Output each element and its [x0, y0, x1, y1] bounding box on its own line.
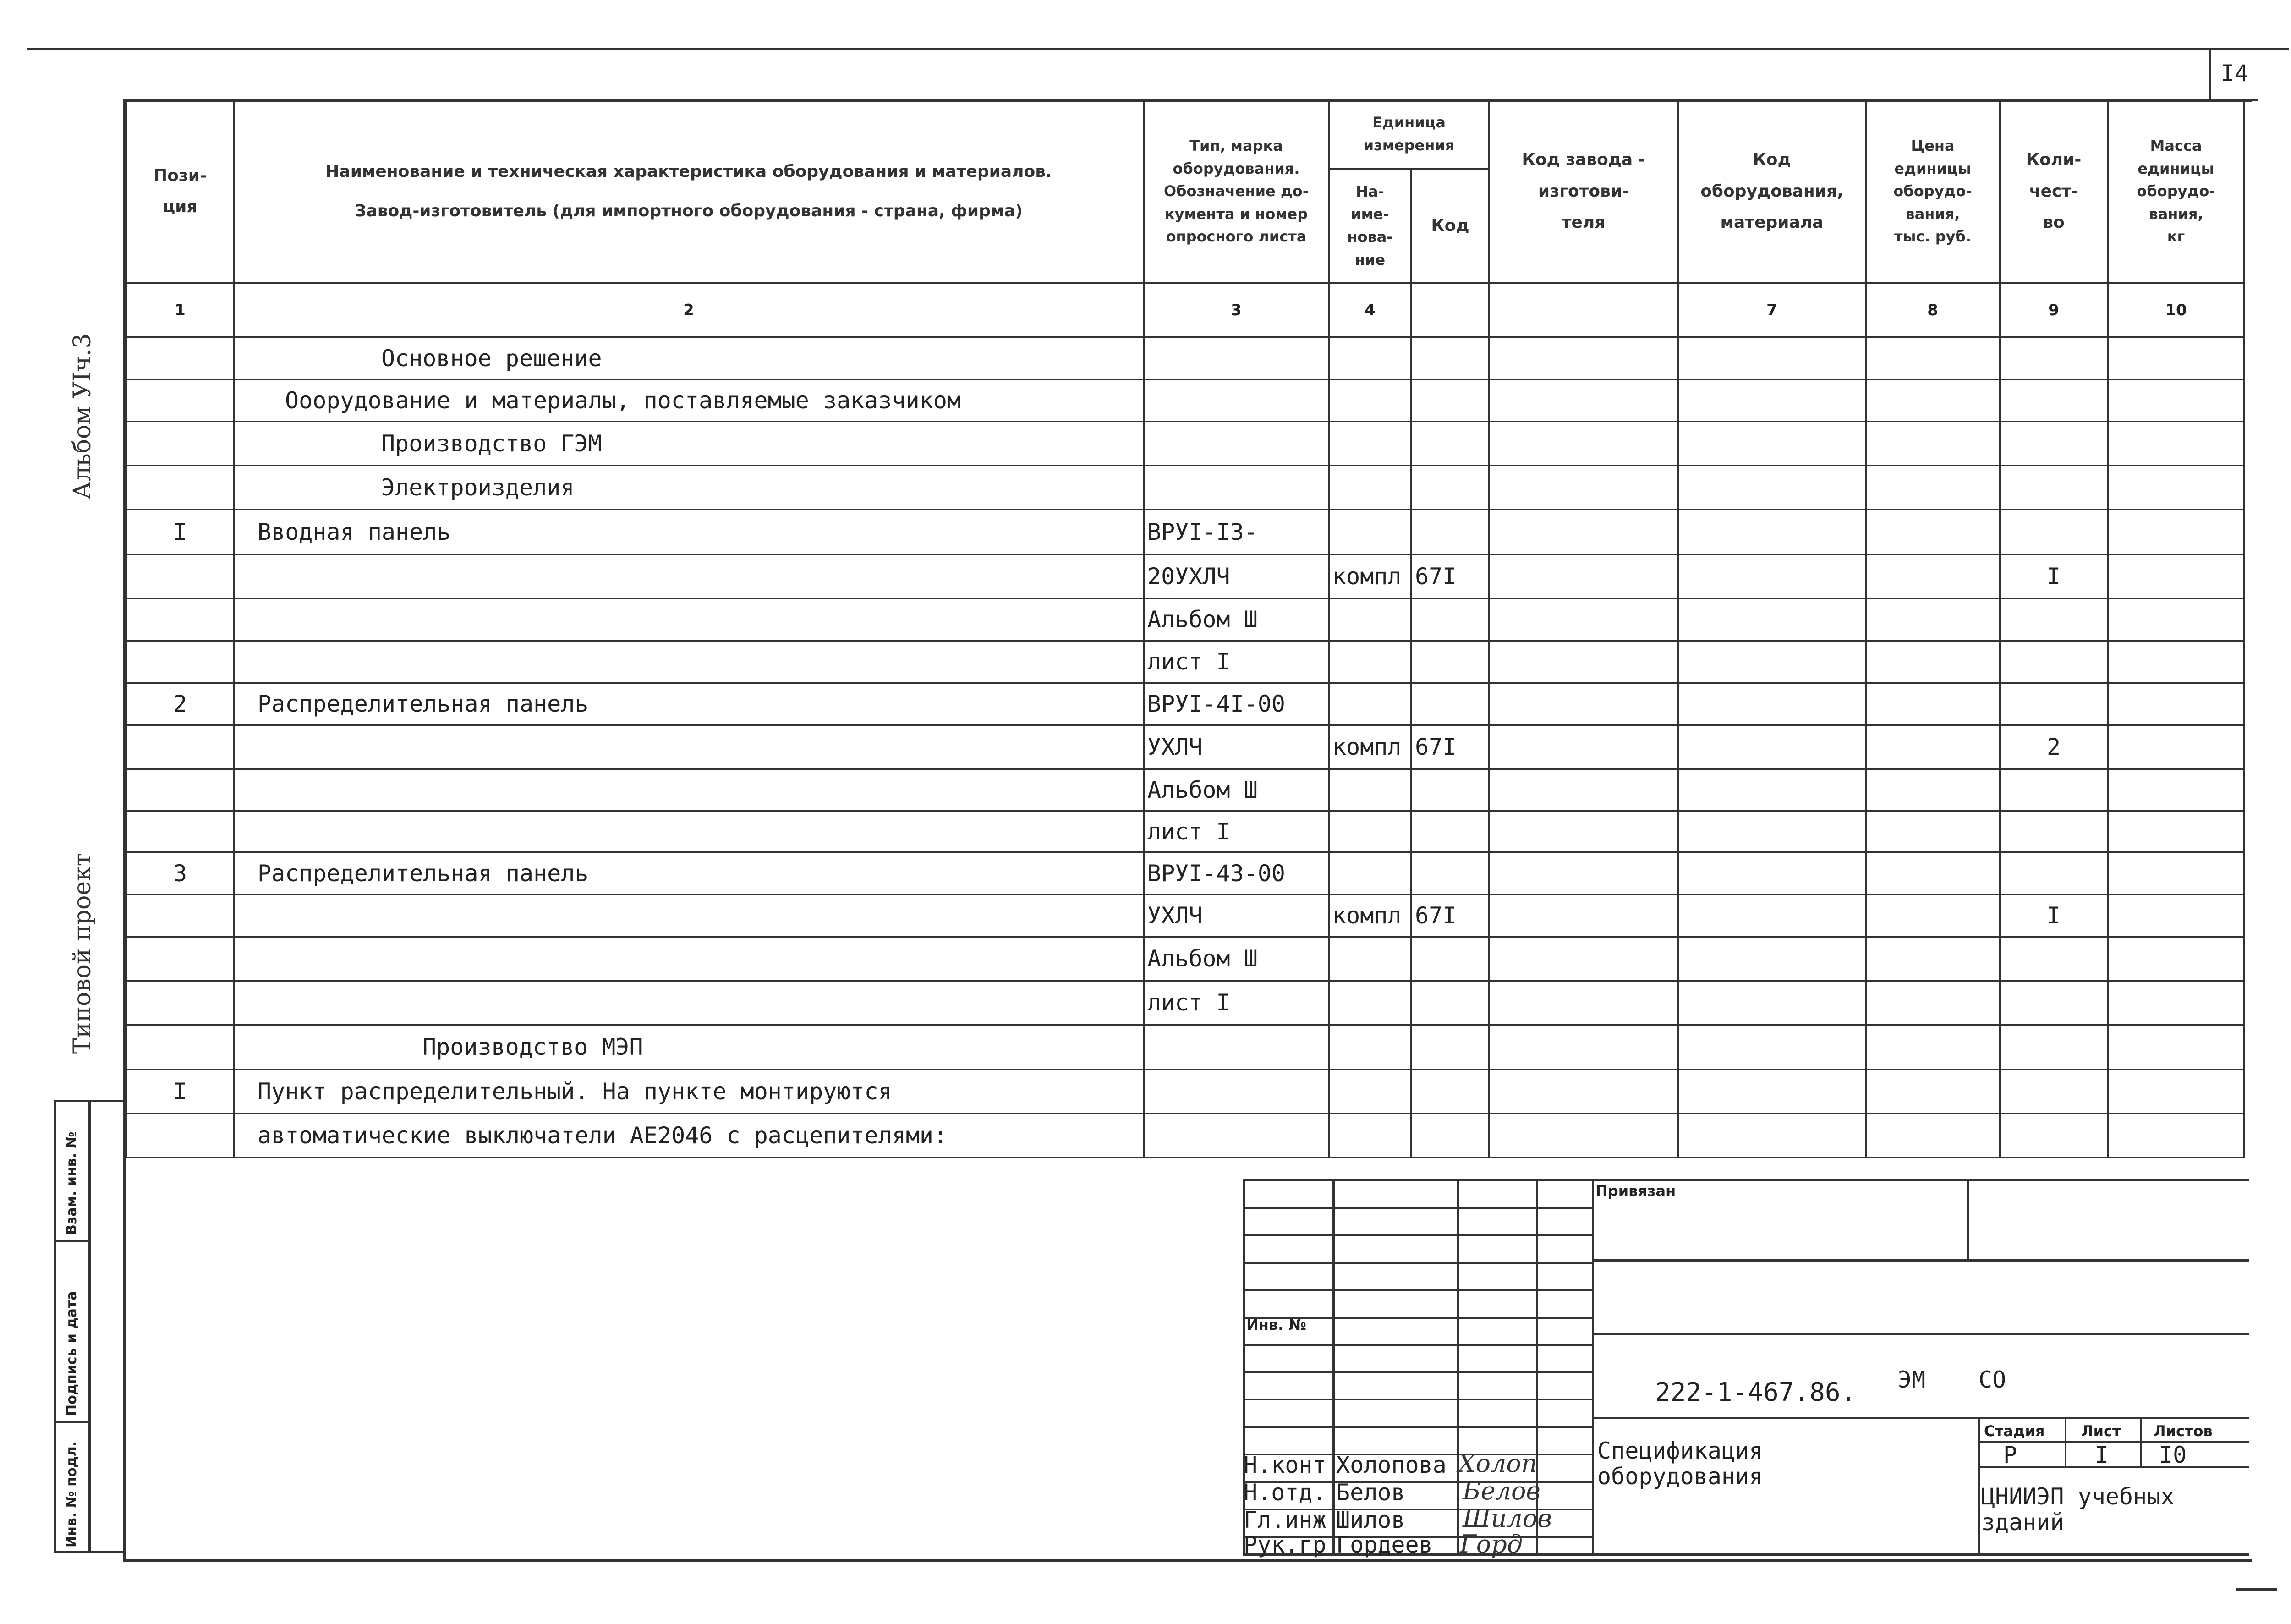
quantity-cell — [2000, 1070, 2108, 1114]
equipment-code-cell — [1678, 379, 1866, 422]
side-text-signature: Подпись и дата — [64, 1291, 80, 1416]
name-cell — [234, 811, 1144, 852]
type-cell — [1144, 466, 1329, 510]
signer-name-3: Шилов — [1336, 1507, 1405, 1533]
name-cell — [234, 894, 1144, 937]
table-row — [126, 1025, 2244, 1070]
top-rule — [27, 48, 2289, 50]
name-cell — [234, 769, 1144, 811]
mass-cell — [2108, 510, 2244, 554]
corner-mark — [2236, 1588, 2277, 1591]
price-cell — [1866, 981, 2000, 1025]
equipment-code-cell — [1678, 1070, 1866, 1114]
unit-code-cell — [1411, 852, 1489, 894]
position-cell — [126, 641, 234, 683]
position-cell — [126, 811, 234, 852]
table-row — [126, 725, 2244, 769]
table-row — [126, 379, 2244, 422]
mass-cell — [2108, 811, 2244, 852]
factory-code-cell — [1489, 981, 1678, 1025]
price-cell — [1866, 466, 2000, 510]
table-row — [126, 894, 2244, 937]
equipment-code-cell — [1678, 683, 1866, 725]
mass-cell — [2108, 598, 2244, 641]
name-cell — [234, 554, 1144, 598]
list-value: I — [2095, 1442, 2109, 1468]
unit-name-cell — [1329, 769, 1411, 811]
unit-name-cell — [1329, 337, 1411, 379]
project-label: Типовой проект — [69, 853, 96, 1054]
mass-cell — [2108, 337, 2244, 379]
position-cell: 2 — [126, 683, 234, 725]
header-equipment-code: Код оборудования, материала — [1678, 100, 1866, 283]
type-cell: лист I — [1144, 811, 1329, 852]
unit-name-cell — [1329, 811, 1411, 852]
unit-name-cell — [1329, 683, 1411, 725]
header-quantity: Коли- чест- во — [2000, 100, 2108, 283]
mass-cell — [2108, 1025, 2244, 1070]
listov-label: Листов — [2154, 1422, 2213, 1440]
mass-cell — [2108, 466, 2244, 510]
mass-cell — [2108, 641, 2244, 683]
sheet-number: I4 — [2220, 60, 2249, 87]
price-cell — [1866, 811, 2000, 852]
position-cell — [126, 1114, 234, 1158]
name-cell: Пункт распределительный. На пункте монтируются — [234, 1070, 1144, 1114]
factory-code-cell — [1489, 422, 1678, 466]
mass-cell — [2108, 981, 2244, 1025]
unit-name-cell — [1329, 422, 1411, 466]
position-cell — [126, 1025, 234, 1070]
stadiya-value: Р — [2003, 1442, 2017, 1468]
factory-code-cell — [1489, 683, 1678, 725]
quantity-cell — [2000, 1114, 2108, 1158]
mass-cell — [2108, 769, 2244, 811]
price-cell — [1866, 769, 2000, 811]
equipment-code-cell — [1678, 769, 1866, 811]
quantity-cell — [2000, 510, 2108, 554]
factory-code-cell — [1489, 811, 1678, 852]
price-cell — [1866, 683, 2000, 725]
factory-code-cell — [1489, 725, 1678, 769]
name-cell: Вводная панель — [234, 510, 1144, 554]
type-cell — [1144, 1070, 1329, 1114]
position-cell — [126, 598, 234, 641]
unit-code-cell — [1411, 510, 1489, 554]
table-row — [126, 337, 2244, 379]
type-cell: Альбом Ш — [1144, 598, 1329, 641]
name-cell: Ооорудование и материалы, поставляемые заказчиком — [234, 379, 1144, 422]
unit-name-cell — [1329, 641, 1411, 683]
quantity-cell — [2000, 422, 2108, 466]
unit-name-cell — [1329, 852, 1411, 894]
name-cell: Распределительная панель — [234, 683, 1144, 725]
album-label: Альбом УIч.3 — [69, 333, 96, 499]
document-title: Спецификация оборудования — [1597, 1437, 1763, 1490]
type-cell: ВРУI-I3- — [1144, 510, 1329, 554]
header-unit-group: Единица измерения — [1329, 100, 1489, 169]
price-cell — [1866, 1114, 2000, 1158]
table-row — [126, 1114, 2244, 1158]
type-cell: 20УХЛЧ — [1144, 554, 1329, 598]
unit-name-cell: компл — [1329, 894, 1411, 937]
equipment-code-cell — [1678, 852, 1866, 894]
unit-code-cell: 67I — [1411, 725, 1489, 769]
header-price: Цена единицы оборудо- вания, тыс. руб. — [1866, 100, 2000, 283]
table-row — [126, 852, 2244, 894]
price-cell — [1866, 598, 2000, 641]
equipment-code-cell — [1678, 725, 1866, 769]
mass-cell — [2108, 683, 2244, 725]
unit-code-cell — [1411, 981, 1489, 1025]
equipment-code-cell — [1678, 510, 1866, 554]
price-cell — [1866, 1070, 2000, 1114]
list-label: Лист — [2081, 1422, 2121, 1440]
price-cell — [1866, 937, 2000, 981]
equipment-code-cell — [1678, 894, 1866, 937]
name-cell — [234, 725, 1144, 769]
equipment-code-cell — [1678, 981, 1866, 1025]
price-cell — [1866, 422, 2000, 466]
quantity-cell: I — [2000, 554, 2108, 598]
name-cell — [234, 937, 1144, 981]
price-cell — [1866, 337, 2000, 379]
unit-code-cell — [1411, 1114, 1489, 1158]
quantity-cell — [2000, 1025, 2108, 1070]
unit-code-cell — [1411, 422, 1489, 466]
quantity-cell — [2000, 811, 2108, 852]
price-cell — [1866, 641, 2000, 683]
position-cell — [126, 894, 234, 937]
unit-code-cell — [1411, 769, 1489, 811]
equipment-code-cell — [1678, 337, 1866, 379]
factory-code-cell — [1489, 769, 1678, 811]
unit-code-cell: 67I — [1411, 554, 1489, 598]
table-row — [126, 466, 2244, 510]
name-cell: Электроизделия — [234, 466, 1144, 510]
name-cell: Производство ГЭМ — [234, 422, 1144, 466]
quantity-cell — [2000, 769, 2108, 811]
specification-table — [126, 99, 2245, 1158]
side-cell-inv-zam — [56, 1102, 91, 1242]
price-cell — [1866, 894, 2000, 937]
unit-code-cell — [1411, 379, 1489, 422]
document-mark-em: ЭМ — [1898, 1366, 1926, 1393]
unit-name-cell — [1329, 1070, 1411, 1114]
table-row — [126, 641, 2244, 683]
name-cell: Распределительная панель — [234, 852, 1144, 894]
unit-code-cell — [1411, 466, 1489, 510]
signer-name-4: Гордеев — [1336, 1531, 1433, 1558]
table-row — [126, 554, 2244, 598]
side-text-inv-zam: Взам. инв. № — [64, 1131, 80, 1235]
signature-2: Белов — [1463, 1476, 1540, 1505]
type-cell: УХЛЧ — [1144, 894, 1329, 937]
factory-code-cell — [1489, 937, 1678, 981]
quantity-cell — [2000, 683, 2108, 725]
stadiya-label: Стадия — [1984, 1422, 2045, 1440]
document-code: 222-1-467.86. — [1655, 1377, 1856, 1407]
factory-code-cell — [1489, 510, 1678, 554]
unit-name-cell — [1329, 379, 1411, 422]
signer-role-1: Н.конт — [1244, 1452, 1326, 1478]
signature-4: Горд — [1460, 1530, 1523, 1558]
privyazan-label: Привязан — [1595, 1182, 1676, 1200]
table-row — [126, 422, 2244, 466]
table-row — [126, 598, 2244, 641]
quantity-cell — [2000, 981, 2108, 1025]
type-cell: Альбом Ш — [1144, 769, 1329, 811]
position-cell: I — [126, 1070, 234, 1114]
quantity-cell: I — [2000, 894, 2108, 937]
table-row — [126, 1070, 2244, 1114]
signature-3: Шилов — [1463, 1504, 1552, 1533]
position-cell: I — [126, 510, 234, 554]
factory-code-cell — [1489, 1070, 1678, 1114]
signature-1: Холоп — [1458, 1449, 1537, 1478]
sheet-number-box — [2209, 48, 2258, 101]
mass-cell — [2108, 379, 2244, 422]
signer-role-4: Рук.гр — [1244, 1531, 1326, 1558]
name-cell — [234, 598, 1144, 641]
table-row — [126, 937, 2244, 981]
type-cell — [1144, 1114, 1329, 1158]
type-cell: Альбом Ш — [1144, 937, 1329, 981]
factory-code-cell — [1489, 466, 1678, 510]
unit-name-cell — [1329, 1114, 1411, 1158]
header-factory-code: Код завода - изготови- теля — [1489, 100, 1678, 283]
side-cell-signature — [56, 1242, 91, 1423]
table-row — [126, 981, 2244, 1025]
signer-name-1: Холопова — [1336, 1452, 1447, 1478]
unit-code-cell — [1411, 937, 1489, 981]
price-cell — [1866, 852, 2000, 894]
price-cell — [1866, 725, 2000, 769]
unit-name-cell — [1329, 510, 1411, 554]
position-cell — [126, 337, 234, 379]
organization: ЦНИИЭП учебных зданий — [1981, 1483, 2175, 1536]
unit-name-cell — [1329, 598, 1411, 641]
equipment-code-cell — [1678, 422, 1866, 466]
equipment-code-cell — [1678, 598, 1866, 641]
unit-name-cell: компл — [1329, 554, 1411, 598]
quantity-cell — [2000, 379, 2108, 422]
name-cell: Основное решение — [234, 337, 1144, 379]
quantity-cell — [2000, 937, 2108, 981]
price-cell — [1866, 1025, 2000, 1070]
mass-cell — [2108, 1070, 2244, 1114]
type-cell — [1144, 1025, 1329, 1070]
header-type: Тип, марка оборудования. Обозначение до- кумента и номер опросного листа — [1144, 100, 1329, 283]
type-cell — [1144, 379, 1329, 422]
quantity-cell — [2000, 598, 2108, 641]
type-cell: лист I — [1144, 981, 1329, 1025]
mass-cell — [2108, 894, 2244, 937]
table-row — [126, 811, 2244, 852]
inv-no-label: Инв. № — [1246, 1316, 1306, 1333]
factory-code-cell — [1489, 337, 1678, 379]
position-cell — [126, 725, 234, 769]
column-number-row: 1 2 3 4 7 8 9 10 — [126, 283, 2244, 337]
header-mass: Масса единицы оборудо- вания, кг — [2108, 100, 2244, 283]
mass-cell — [2108, 422, 2244, 466]
unit-name-cell — [1329, 937, 1411, 981]
equipment-code-cell — [1678, 1025, 1866, 1070]
equipment-code-cell — [1678, 1114, 1866, 1158]
unit-code-cell — [1411, 641, 1489, 683]
side-stamp — [54, 1100, 125, 1553]
factory-code-cell — [1489, 598, 1678, 641]
unit-code-cell — [1411, 683, 1489, 725]
header-name: Наименование и техническая характеристика оборудования и материалов. Завод-изготовитель (для импортного оборудования - страна, фирма) — [234, 100, 1144, 283]
unit-name-cell — [1329, 466, 1411, 510]
position-cell — [126, 422, 234, 466]
header-position: Пози- ция — [126, 100, 234, 283]
quantity-cell — [2000, 641, 2108, 683]
unit-code-cell — [1411, 811, 1489, 852]
price-cell — [1866, 379, 2000, 422]
signer-role-2: Н.отд. — [1244, 1479, 1326, 1506]
name-cell — [234, 641, 1144, 683]
type-cell — [1144, 422, 1329, 466]
type-cell: лист I — [1144, 641, 1329, 683]
mass-cell — [2108, 554, 2244, 598]
position-cell — [126, 466, 234, 510]
factory-code-cell — [1489, 554, 1678, 598]
side-cell-inv-podl — [56, 1423, 91, 1551]
unit-code-cell — [1411, 337, 1489, 379]
side-text-inv-podl: Инв. № подл. — [64, 1441, 80, 1547]
title-block — [1243, 1179, 2249, 1556]
name-cell: автоматические выключатели АЕ2046 с расцепителями: — [234, 1114, 1144, 1158]
factory-code-cell — [1489, 641, 1678, 683]
signer-role-3: Гл.инж — [1244, 1507, 1326, 1533]
unit-code-cell — [1411, 1025, 1489, 1070]
equipment-code-cell — [1678, 937, 1866, 981]
quantity-cell: 2 — [2000, 725, 2108, 769]
name-cell — [234, 981, 1144, 1025]
unit-name-cell: компл — [1329, 725, 1411, 769]
type-cell: УХЛЧ — [1144, 725, 1329, 769]
header-unit-name: На- име- нова- ние — [1329, 169, 1411, 283]
header-unit-code: Код — [1411, 169, 1489, 283]
type-cell: ВРУI-43-00 — [1144, 852, 1329, 894]
factory-code-cell — [1489, 894, 1678, 937]
factory-code-cell — [1489, 852, 1678, 894]
unit-code-cell — [1411, 1070, 1489, 1114]
table-row — [126, 683, 2244, 725]
equipment-code-cell — [1678, 466, 1866, 510]
factory-code-cell — [1489, 1025, 1678, 1070]
mass-cell — [2108, 725, 2244, 769]
type-cell: ВРУI-4I-00 — [1144, 683, 1329, 725]
price-cell — [1866, 510, 2000, 554]
position-cell — [126, 981, 234, 1025]
name-cell: Производство МЭП — [234, 1025, 1144, 1070]
position-cell — [126, 379, 234, 422]
equipment-code-cell — [1678, 641, 1866, 683]
table-row — [126, 769, 2244, 811]
type-cell — [1144, 337, 1329, 379]
factory-code-cell — [1489, 379, 1678, 422]
position-cell — [126, 937, 234, 981]
unit-name-cell — [1329, 1025, 1411, 1070]
price-cell — [1866, 554, 2000, 598]
table-row — [126, 510, 2244, 554]
position-cell — [126, 554, 234, 598]
equipment-code-cell — [1678, 554, 1866, 598]
mass-cell — [2108, 1114, 2244, 1158]
listov-value: I0 — [2159, 1442, 2187, 1468]
mass-cell — [2108, 937, 2244, 981]
position-cell — [126, 769, 234, 811]
unit-code-cell — [1411, 598, 1489, 641]
unit-name-cell — [1329, 981, 1411, 1025]
quantity-cell — [2000, 466, 2108, 510]
quantity-cell — [2000, 337, 2108, 379]
quantity-cell — [2000, 852, 2108, 894]
document-mark-so: СО — [1979, 1366, 2006, 1393]
unit-code-cell: 67I — [1411, 894, 1489, 937]
position-cell: 3 — [126, 852, 234, 894]
equipment-code-cell — [1678, 811, 1866, 852]
factory-code-cell — [1489, 1114, 1678, 1158]
signer-name-2: Белов — [1336, 1479, 1405, 1506]
mass-cell — [2108, 852, 2244, 894]
